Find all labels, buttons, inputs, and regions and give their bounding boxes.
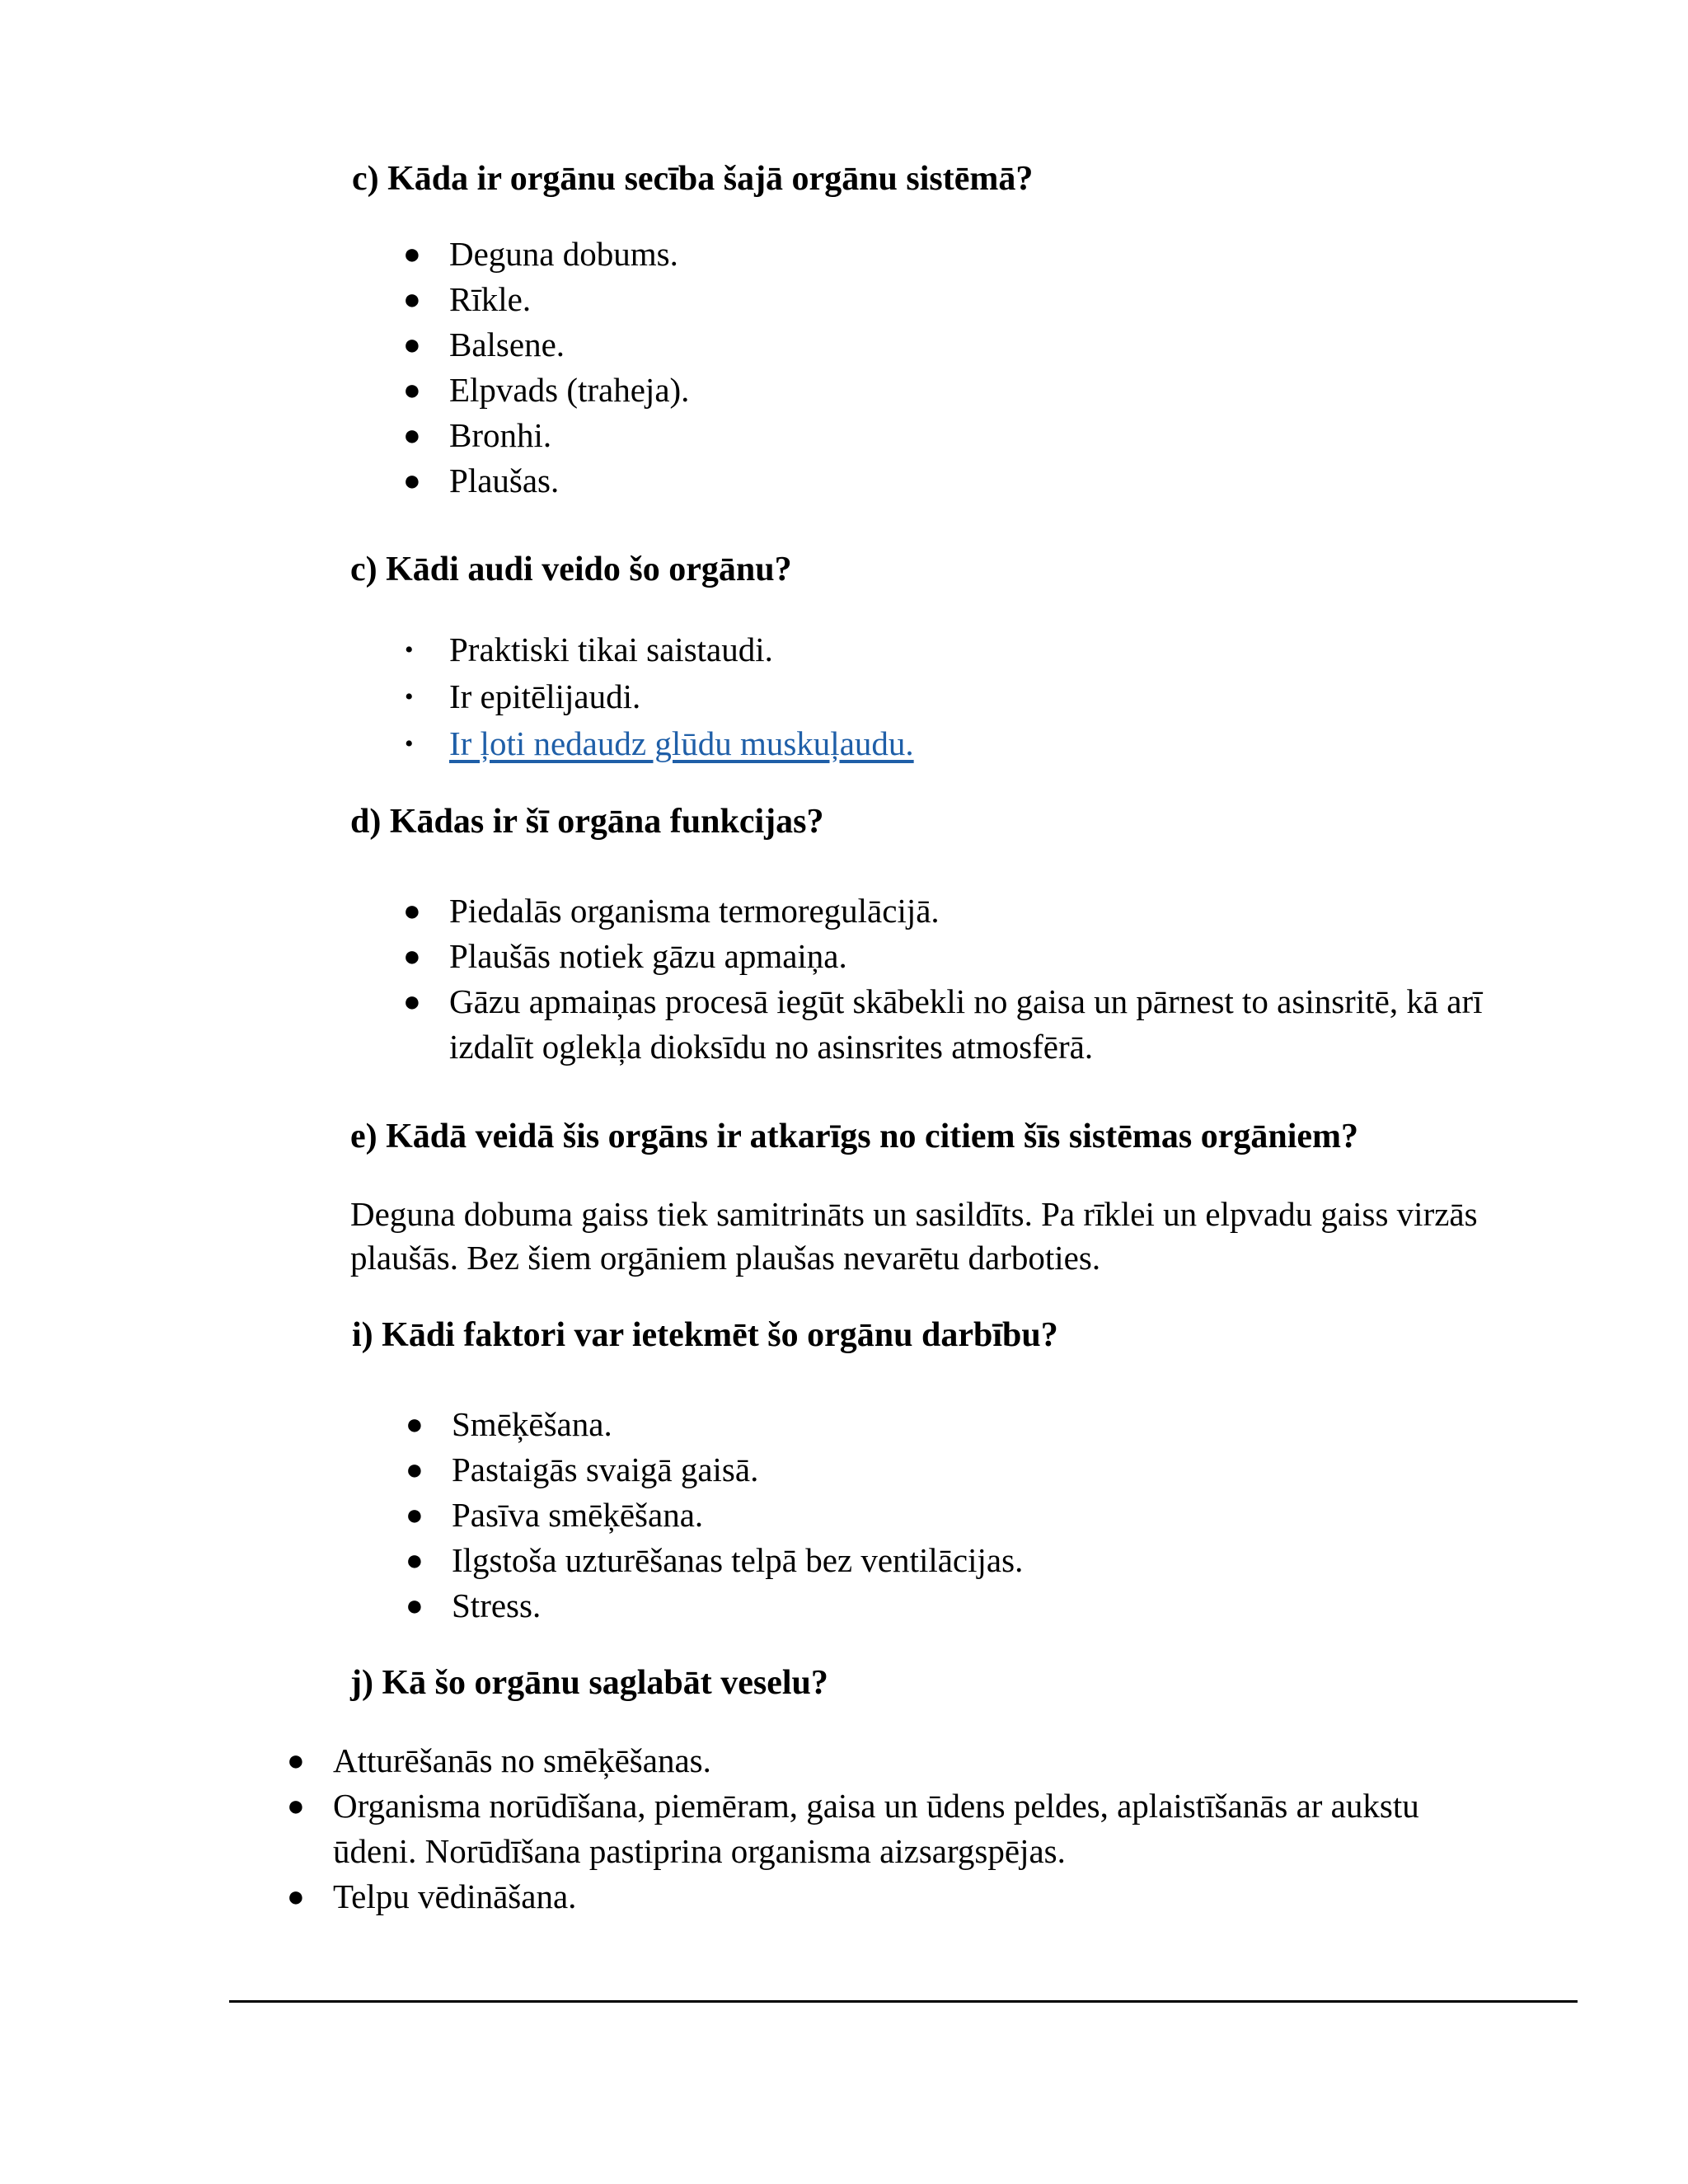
muscle-tissue-link[interactable]: Ir ļoti nedaudz glūdu muskuļaudu.	[449, 724, 914, 762]
bullet-icon: ●	[403, 985, 421, 1018]
bullet-icon: ●	[403, 894, 421, 927]
bullet-icon: ●	[406, 1498, 424, 1531]
section-heading-keep-healthy: j) Kā šo orgānu saglabāt veselu?	[350, 1664, 828, 1702]
bullet-icon: ●	[406, 1544, 424, 1577]
keep-healthy-list	[287, 1738, 1487, 1919]
bullet-icon: •	[405, 636, 414, 663]
tissues-list	[405, 626, 914, 767]
bullet-icon: ●	[406, 1453, 424, 1486]
list-item: ● Bronhi.	[449, 413, 689, 458]
list-item: ● Deguna dobums.	[449, 232, 689, 277]
bullet-icon: ●	[287, 1880, 305, 1913]
list-item: ● Plaušas.	[449, 458, 689, 504]
bullet-icon: ●	[287, 1789, 305, 1822]
factors-list	[406, 1402, 1024, 1629]
footer-divider	[229, 2000, 1578, 2003]
section-heading-dependence: e) Kādā veidā šis orgāns ir atkarīgs no citiem šīs sistēmas orgāniem?	[350, 1118, 1359, 1155]
bullet-icon: •	[405, 683, 414, 710]
bullet-icon: ●	[406, 1589, 424, 1622]
list-item: ● Elpvads (traheja).	[449, 368, 689, 413]
bullet-icon: ●	[287, 1744, 305, 1777]
list-item: ● Smēķēšana.	[452, 1402, 1023, 1447]
list-item: ● Organisma norūdīšana, piemēram, gaisa un ūdens peldes, aplaistīšanās ar aukstu ūdeni. Norūdīšana pastiprina organisma aizsargspējas.	[333, 1783, 1487, 1874]
bullet-icon: ●	[403, 283, 421, 316]
list-item: ● Pasīva smēķēšana.	[452, 1493, 1023, 1538]
section-heading-factors: i) Kādi faktori var ietekmēt šo orgānu darbību?	[352, 1316, 1058, 1354]
list-item: ● Ilgstoša uzturēšanas telpā bez ventilācijas.	[452, 1538, 1023, 1583]
list-item: ● Piedalās organisma termoregulācijā.	[449, 888, 1545, 934]
list-item: ● Stress.	[452, 1583, 1023, 1629]
list-item: ● Atturēšanās no smēķēšanas.	[333, 1738, 1487, 1783]
organ-order-list	[403, 232, 690, 504]
list-item: ● Pastaigās svaigā gaisā.	[452, 1447, 1023, 1493]
list-item: ● Balsene.	[449, 322, 689, 368]
list-item: ● Rīkle.	[449, 277, 689, 322]
bullet-icon: ●	[403, 237, 421, 270]
list-item: ● Gāzu apmaiņas procesā iegūt skābekli no gaisa un pārnest to asinsritē, kā arī izdalīt oglekļa dioksīdu no asinsrites atmosfērā.	[449, 979, 1545, 1070]
list-item: ● Plaušās notiek gāzu apmaiņa.	[449, 934, 1545, 979]
list-item	[405, 720, 914, 767]
bullet-icon: ●	[403, 328, 421, 361]
functions-list	[403, 888, 1545, 1070]
bullet-icon: ●	[403, 419, 421, 452]
list-item: • Ir epitēlijaudi.	[449, 673, 914, 720]
list-item: • Praktiski tikai saistaudi.	[449, 626, 914, 673]
section-heading-organ-order: c) Kāda ir orgānu secība šajā orgānu sistēmā?	[352, 160, 1034, 198]
section-heading-tissues: c) Kādi audi veido šo orgānu?	[350, 551, 792, 588]
dependence-paragraph: Deguna dobuma gaiss tiek samitrināts un sasildīts. Pa rīklei un elpvadu gaiss virzās plaušās. Bez šiem orgāniem plaušas nevarētu darboties.	[350, 1195, 1478, 1277]
bullet-icon: ●	[403, 464, 421, 497]
bullet-icon: ●	[403, 373, 421, 406]
section-heading-functions: d) Kādas ir šī orgāna funkcijas?	[350, 803, 824, 841]
bullet-icon: ●	[403, 940, 421, 972]
list-item: ● Telpu vēdināšana.	[333, 1874, 1487, 1919]
bullet-icon: ●	[406, 1408, 424, 1441]
bullet-icon: •	[405, 730, 414, 757]
